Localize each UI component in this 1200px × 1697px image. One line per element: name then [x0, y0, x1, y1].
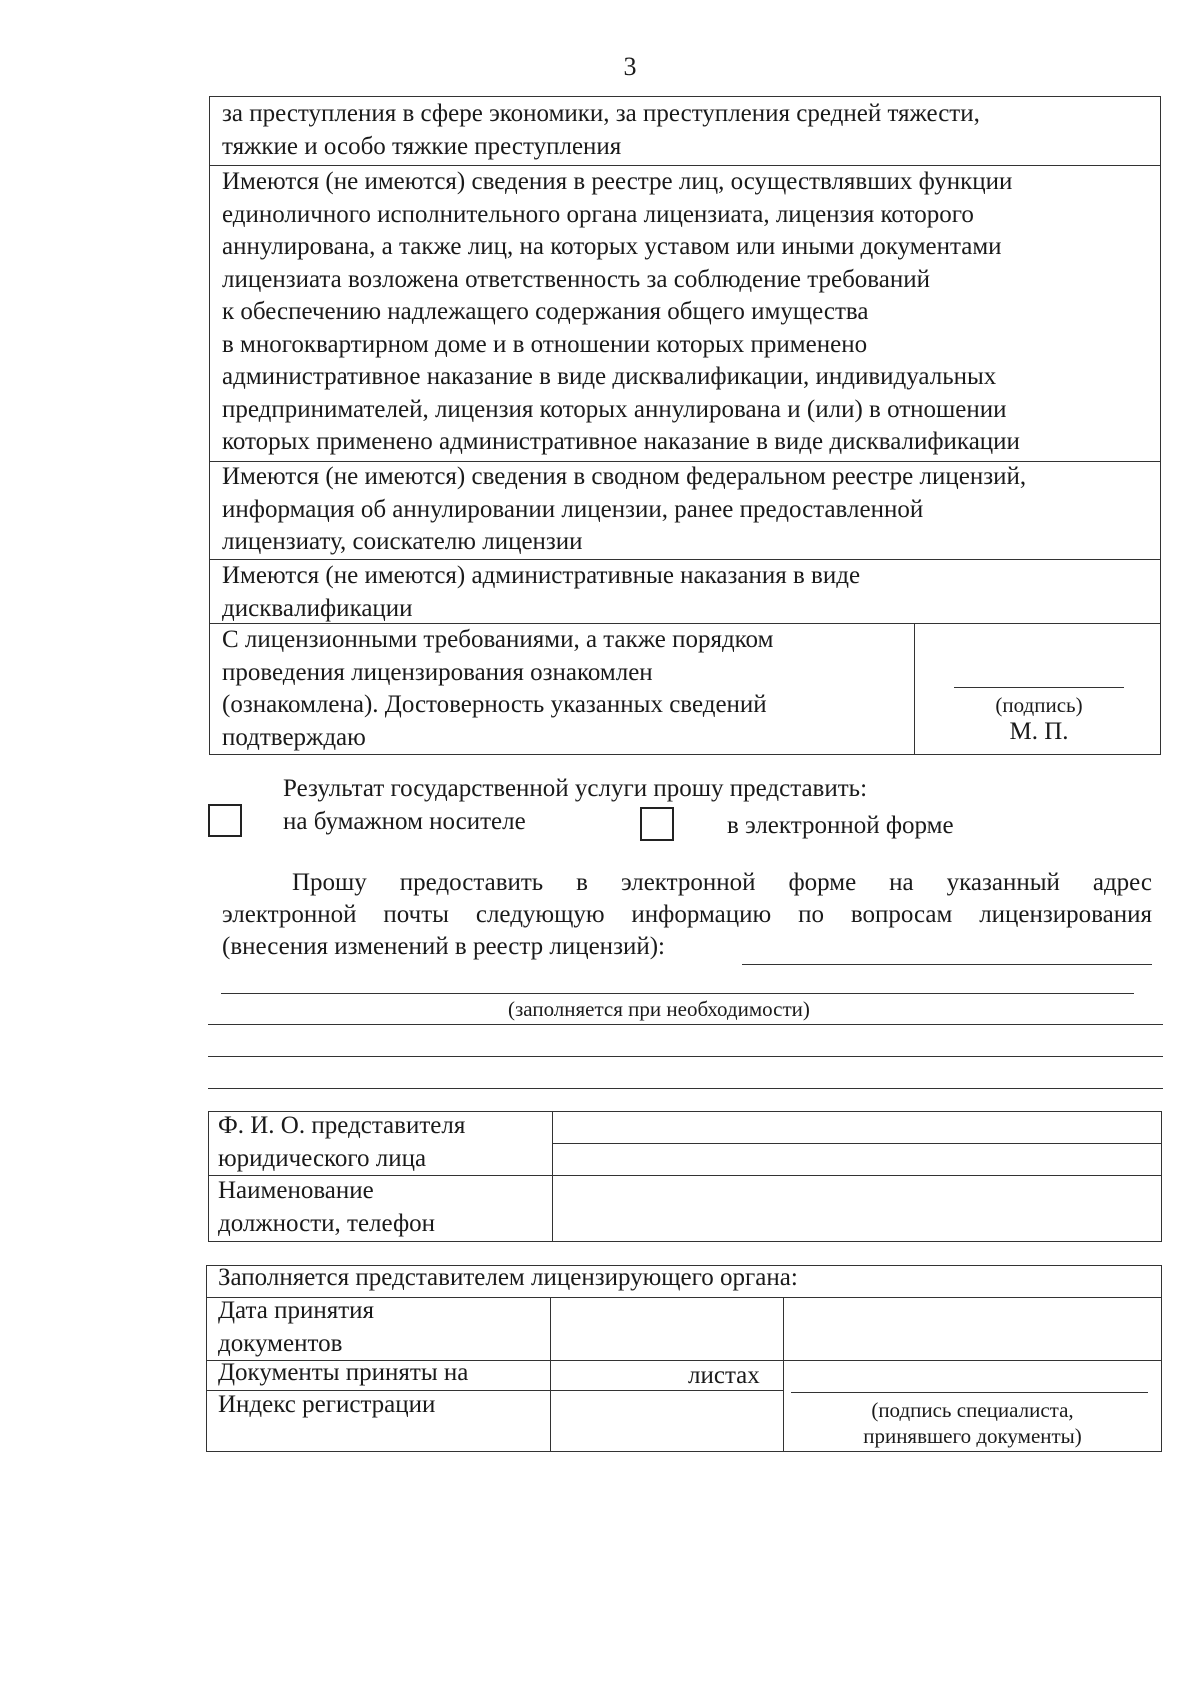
statement-row-1-line: тяжкие и особо тяжкие преступления	[222, 132, 622, 160]
fill-note: (заполняется при необходимости)	[508, 997, 810, 1021]
statement-row-2-line: которых применено административное наказание в виде дисквалификации	[222, 428, 1020, 455]
signature-caption: (подпись)	[995, 693, 1083, 717]
position-label-line: Наименование	[218, 1177, 374, 1204]
request-blank-5[interactable]	[208, 1088, 1163, 1089]
electronic-checkbox[interactable]	[640, 807, 674, 841]
request-blank-2[interactable]	[221, 993, 1134, 994]
request-line-3: (внесения изменений в реестр лицензий):	[222, 933, 665, 960]
statement-row-4-line: Имеются (не имеются) административные наказания в виде	[222, 562, 861, 589]
statement-row-2-line: единоличного исполнительного органа лицензиата, лицензия которого	[222, 200, 974, 228]
authority-header: Заполняется представителем лицензирующего органа:	[218, 1264, 798, 1291]
statement-row-3	[222, 461, 1026, 559]
statement-row-1-line: за преступления в сфере экономики, за преступления средней тяжести,	[222, 100, 980, 127]
statement-row-5	[222, 624, 773, 754]
statement-row-2-line: лицензиата возложена ответственность за соблюдение требований	[222, 265, 930, 293]
statement-row-2	[222, 166, 1020, 459]
date-value-field[interactable]	[551, 1298, 782, 1359]
specialist-signature-line[interactable]	[791, 1392, 1148, 1393]
statement-row-2-line: к обеспечению надлежащего содержания общего имущества	[222, 298, 869, 325]
specialist-caption-line: (подпись специалиста,	[871, 1398, 1074, 1422]
request-blank-4[interactable]	[208, 1056, 1163, 1057]
fio-label	[218, 1110, 465, 1175]
sheets-label: листах	[688, 1362, 760, 1389]
statement-row-4	[222, 560, 860, 625]
specialist-caption	[784, 1397, 1161, 1449]
statement-row-1	[222, 98, 980, 163]
date-label	[218, 1295, 374, 1360]
statement-row-4-line: дисквалификации	[222, 594, 413, 622]
paper-checkbox[interactable]	[208, 804, 242, 837]
request-line-2: электронной почты следующую информацию по вопросам лицензирования	[222, 901, 1152, 928]
statement-row-2-line: в многоквартирном доме и в отношении которых применено	[222, 330, 868, 358]
date-label-line: документов	[218, 1329, 343, 1357]
fio-label-line: юридического лица	[218, 1144, 427, 1172]
statement-row-3-line: Имеются (не имеются) сведения в сводном федеральном реестре лицензий,	[222, 463, 1027, 490]
date-label-line: Дата принятия	[218, 1297, 375, 1324]
specialist-caption-line: принявшего документы)	[863, 1424, 1082, 1448]
electronic-option-label: в электронной форме	[727, 812, 954, 839]
statement-row-2-line: административное наказание в виде дисквалификации, индивидуальных	[222, 363, 997, 390]
result-heading: Результат государственной услуги прошу представить:	[283, 775, 868, 802]
statement-row-5-line: С лицензионными требованиями, а также порядком	[222, 626, 774, 653]
index-value-field[interactable]	[551, 1391, 782, 1451]
request-line-1: Прошу предоставить в электронной форме на указанный адрес	[292, 869, 1152, 896]
statement-row-3-line: лицензиату, соискателю лицензии	[222, 528, 583, 555]
index-label: Индекс регистрации	[218, 1391, 436, 1418]
statement-row-3-line: информация об аннулировании лицензии, ранее предоставленной	[222, 495, 924, 523]
request-blank-3[interactable]	[208, 1024, 1163, 1025]
position-value-field[interactable]	[553, 1176, 1161, 1241]
statement-row-5-line: (ознакомлена). Достоверность указанных сведений	[222, 691, 767, 718]
request-blank-1[interactable]	[742, 964, 1152, 965]
statement-row-2-line: предпринимателей, лицензия которых аннулирована и (или) в отношении	[222, 395, 1007, 423]
statement-row-2-line: аннулирована, а также лиц, на которых уставом или иными документами	[222, 233, 1002, 260]
fio-value-field[interactable]	[553, 1112, 1161, 1174]
statement-row-2-line: Имеются (не имеются) сведения в реестре лиц, осуществлявших функции	[222, 168, 1013, 195]
signature-line[interactable]	[954, 687, 1124, 688]
page-number: 3	[623, 52, 637, 81]
position-label	[218, 1175, 435, 1240]
stamp-label: М. П.	[1009, 718, 1069, 745]
statement-row-5-line: подтверждаю	[222, 723, 366, 751]
docs-label: Документы приняты на	[218, 1359, 469, 1386]
fio-label-line: Ф. И. О. представителя	[218, 1112, 466, 1139]
paper-option-label: на бумажном носителе	[283, 808, 526, 835]
signature-column-divider	[914, 623, 915, 755]
position-label-line: должности, телефон	[218, 1209, 436, 1237]
statement-row-5-line: проведения лицензирования ознакомлен	[222, 658, 653, 686]
